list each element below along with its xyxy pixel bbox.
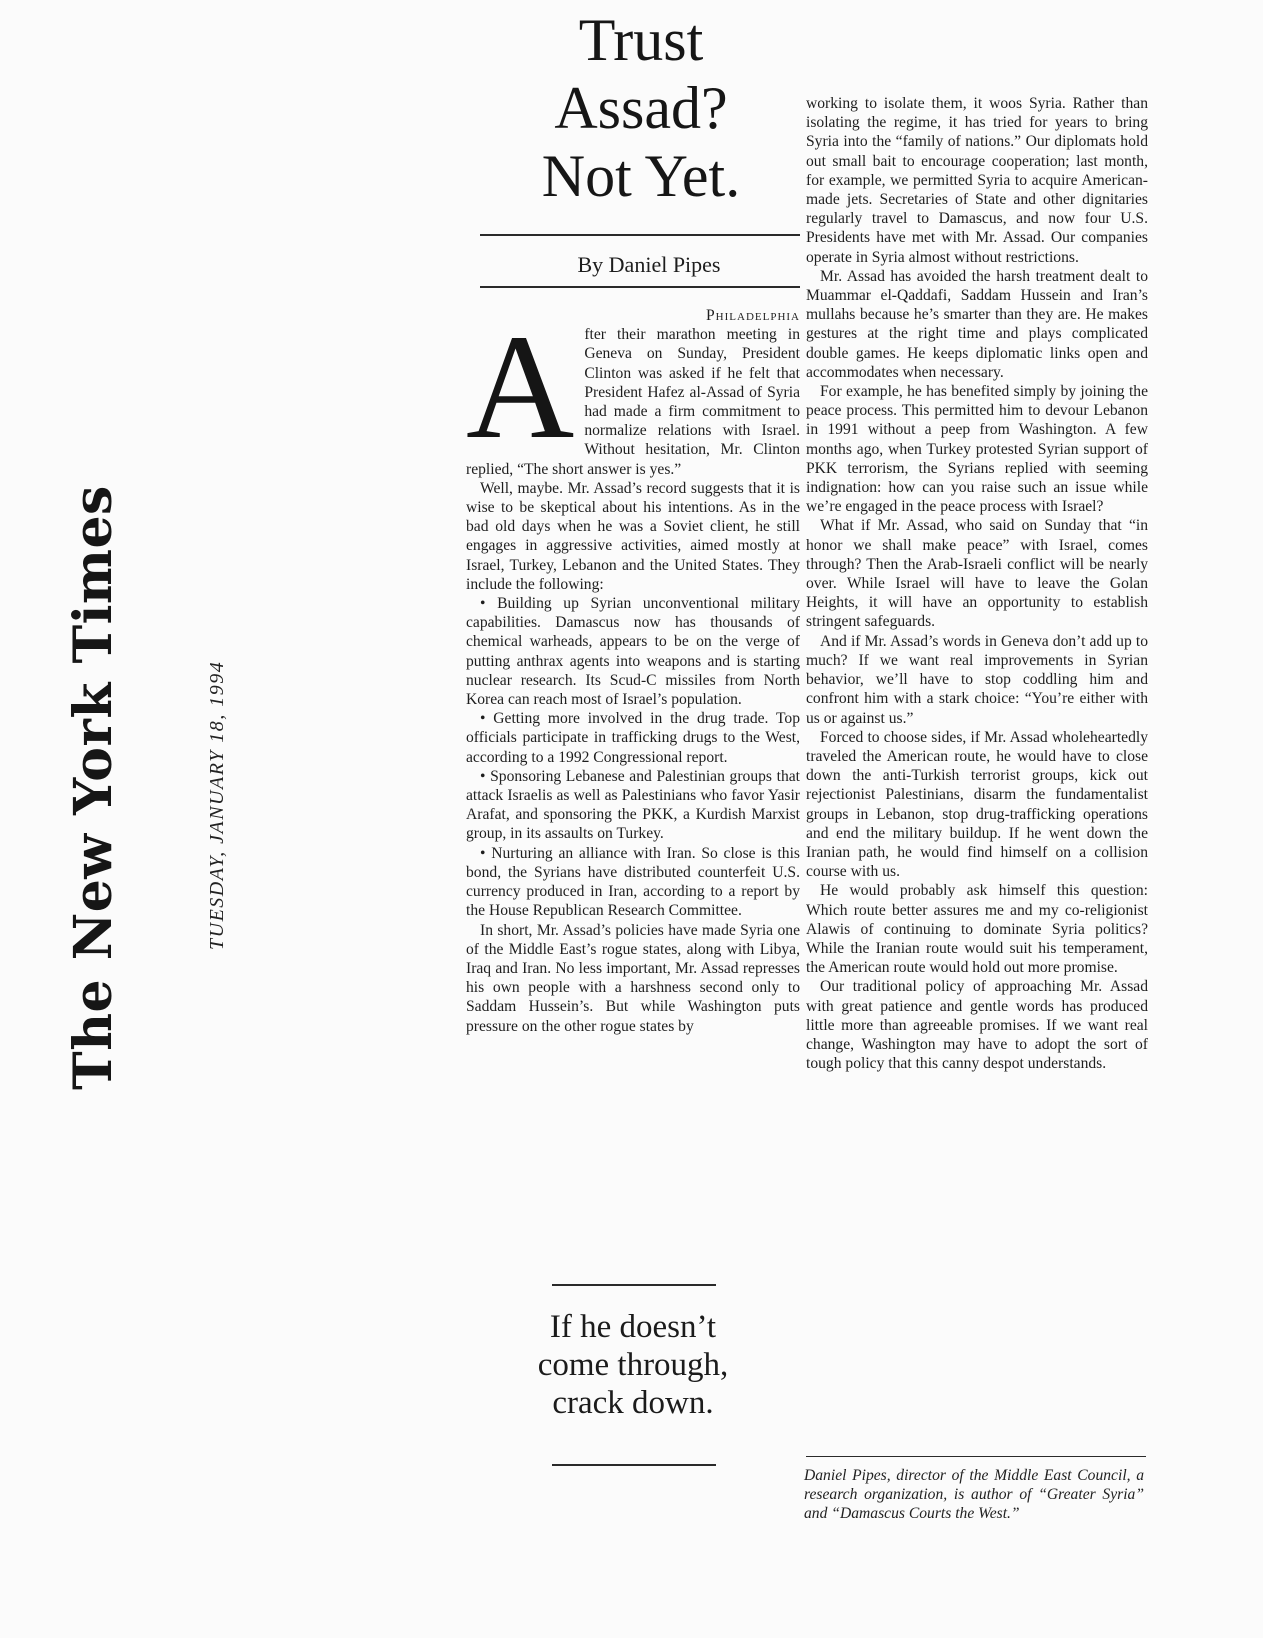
masthead: The New York Times <box>63 485 124 1090</box>
article-paragraph: What if Mr. Assad, who said on Sunday that “in honor we shall make peace” with Israel, comes through? Then the Arab-Israeli conflict will be nearly over. While Israel will have to leave the Golan Heights, it will have an opportunity to establish stringent safeguards. <box>806 517 1148 631</box>
article-bullet-paragraph: • Building up Syrian unconventional military capabilities. Damascus now has thousands of chemical warheads, appears to be on the verge of putting anthrax agents into weapons and is starting nuclear research. Its Scud-C missiles from North Korea can reach most of Israel’s population. <box>466 594 800 709</box>
article-paragraph: Mr. Assad has avoided the harsh treatment dealt to Muammar el-Qaddafi, Saddam Hussein and Iran’s mullahs because he’s smarter than they are. He makes gestures at the right time and plays complicated double games. He keeps diplomatic links open and accommodates when necessary. <box>806 267 1148 381</box>
article-paragraph: And if Mr. Assad’s words in Geneva don’t add up to much? If we want real improvements in Syrian behavior, we’ll have to stop coddling him and confront him with a stark choice: “You’re either with us or against us.” <box>806 632 1148 727</box>
pullquote-rule-bottom <box>552 1464 716 1466</box>
pull-quote <box>470 1308 796 1422</box>
article-paragraph: Our traditional policy of approaching Mr. Assad with great patience and gentle words has produced little more than agreeable promises. If we want real change, Washington may have to adopt the sort of tough policy that this canny despot understands. <box>806 978 1148 1073</box>
headline-line: Assad? <box>554 75 728 141</box>
article-paragraph: He would probably ask himself this question: Which route better assures me and my co-religionist Alawis of continuing to dominate Syria politics? While the Iranian route would suit his temperament, the American route would hold out more promise. <box>806 882 1148 977</box>
author-note-rule <box>806 1456 1146 1457</box>
article-paragraph: Forced to choose sides, if Mr. Assad wholeheartedly traveled the American route, he would have to close down the anti-Turkish terrorist groups, kick out rejectionist Palestinians, disarm the fundamentalist groups in Lebanon, stop drug-trafficking operations and end the military buildup. If he went down the Iranian path, he would find himself on a collision course with us. <box>806 728 1148 881</box>
headline-line: Not Yet. <box>541 143 741 209</box>
article-column-2 <box>806 94 1148 1073</box>
placeline: Philadelphia <box>706 307 800 324</box>
headline-line: Trust <box>578 7 704 73</box>
pull-quote-line: come through, <box>537 1347 729 1383</box>
article-paragraph: working to isolate them, it woos Syria. Rather than isolating the regime, it has tried for years to bring Syria into the “family of nations.” Our diplomats hold out small bait to encourage cooperation; last month, for example, we permitted Syria to acquire American-made jets. Secretaries of State and other dignitaries regularly travel to Damascus, and now four U.S. Presidents have met with Mr. Assad. Our companies operate in Syria almost without restrictions. <box>806 95 1148 266</box>
headline <box>480 6 802 210</box>
dateline: TUESDAY, JANUARY 18, 1994 <box>206 660 228 950</box>
article-bullet-paragraph: • Nurturing an alliance with Iran. So close is this bond, the Syrians have distributed counterfeit U.S. currency produced in Iran, according to a report by the House Republican Research Committee. <box>466 844 800 921</box>
byline: By Daniel Pipes <box>577 252 721 277</box>
pull-quote-line: crack down. <box>552 1385 714 1421</box>
author-note: Daniel Pipes, director of the Middle East Council, a research organization, is author of “Greater Syria” and “Damascus Courts the West.” <box>804 1467 1144 1522</box>
pullquote-rule-top <box>552 1284 716 1286</box>
article-paragraph: In short, Mr. Assad’s policies have made Syria one of the Middle East’s rogue states, along with Libya, Iraq and Iran. No less important, Mr. Assad represses his own people with a harshness second only to Saddam Hussein’s. But while Washington puts pressure on the other rogue states by <box>466 921 800 1035</box>
article-bullet-paragraph: • Getting more involved in the drug trade. Top officials participate in trafficking drugs to the West, according to a 1992 Congressional report. <box>466 709 800 767</box>
headline-rule-top <box>480 234 800 236</box>
drop-cap: A <box>466 304 575 471</box>
pull-quote-line: If he doesn’t <box>549 1309 717 1345</box>
article-paragraph: After their marathon meeting in Geneva on Sunday, President Clinton was asked if he felt that President Hafez al-Assad of Syria had made a firm commitment to normalize relations with Israel. Without hesitation, Mr. Clinton replied, “The short answer is yes.” <box>466 304 800 478</box>
article-paragraph: Well, maybe. Mr. Assad’s record suggests that it is wise to be skeptical about his intentions. As in the bad old days when he was a Soviet client, he still engages in aggressive activities, aimed mostly at Israel, Turkey, Lebanon and the United States. They include the following: <box>466 479 800 593</box>
article-column-1 <box>466 306 800 1036</box>
article-paragraph: For example, he has benefited simply by joining the peace process. This permitted him to devour Lebanon in 1991 without a peep from Washington. A few months ago, when Turkey protested Syrian support of PKK terrorism, the Syrians replied with seeming indignation: how can you raise such an issue while we’re engaged in the peace process with Israel? <box>806 383 1148 516</box>
headline-rule-bottom <box>480 286 800 288</box>
article-bullet-paragraph: • Sponsoring Lebanese and Palestinian groups that attack Israelis as well as Palestinians who favor Yasir Arafat, and sponsoring the PKK, a Kurdish Marxist group, in its assaults on Turkey. <box>466 767 800 844</box>
